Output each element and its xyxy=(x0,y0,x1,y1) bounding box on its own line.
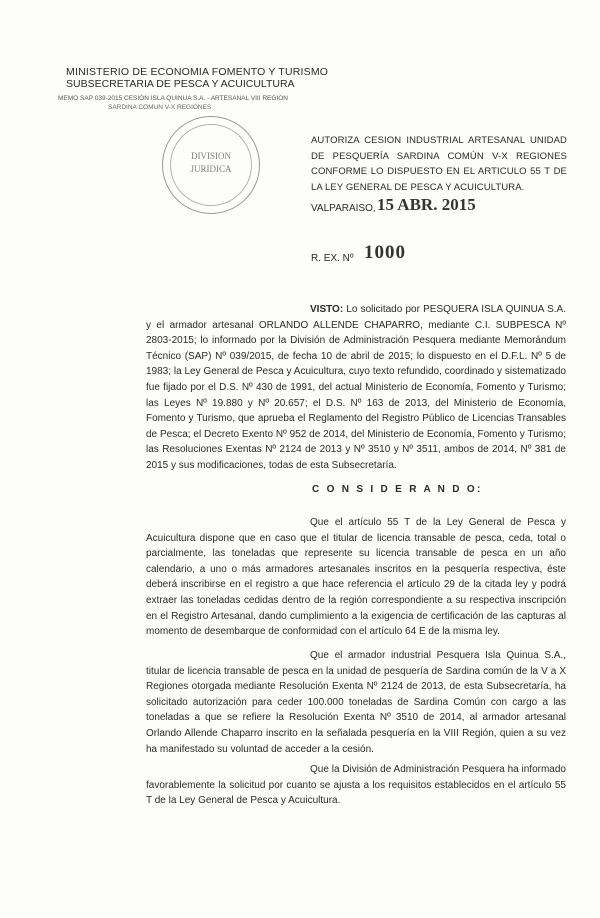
considerando-heading: C O N S I D E R A N D O: xyxy=(312,484,483,495)
division-juridica-stamp xyxy=(162,116,260,214)
considerando-paragraph-1: Que el artículo 55 T de la Ley General de Pesca y Acuicultura dispone que en caso que el titular de licencia transable de pesca, ceda, total o parcialmente, las toneladas que represente su licencia transable de pesca en un año calendario, a uno o más armadores artesanales inscritos en la pesquería respectiva, éste deberá inscribirse en el registro a que hace referencia el artículo 29 de la citada ley y podrá extraer las toneladas cedidas dentro de la región correspondiente a su respectiva inscripción en el Registro Artesanal, dando cumplimiento a la exigencia de certificación de las capturas al momento de desembarque de conformidad con el artículo 64 E de la misma ley. xyxy=(146,517,566,638)
considerando-paragraph-3: Que la División de Administración Pesquera ha informado favorablemente la solicitud por cuanto se ajusta a los requisitos establecidos en el artículo 55 T de la Ley General de Pesca y Acuicultura. xyxy=(146,764,566,807)
place-label: VALPARAISO, xyxy=(311,203,376,214)
memo-reference: MEMO SAP 039-2015 CESIÓN ISLA QUINUA S.A. - ARTESANAL VIII REGION xyxy=(58,95,288,102)
resolution-number-label: R. EX. Nº xyxy=(311,253,354,264)
resolution-date: 15 ABR. 2015 xyxy=(377,195,476,214)
memo-reference-line2: SARDINA COMUN V-X REGIONES xyxy=(108,104,212,111)
visto-label: VISTO: xyxy=(310,304,344,315)
considerando-paragraph-2: Que el armador industrial Pesquera Isla Quinua S.A., titular de licencia transable de pesca en la unidad de pesquería de Sardina común de la V a X Regiones otorgada mediante Resolución Exenta Nº 2124 de 2013, de esta Subsecretaría, ha solicitado autorización para ceder 100.000 toneladas de Sardina Común con cargo a las toneladas a que se refiere la Resolución Exenta Nº 3510 de 2014, al armador artesanal Orlando Allende Chaparro inscrito en la señalada pesquería en la VIII Región, quien a su vez ha manifestado su voluntad de acceder a la cesión. xyxy=(146,650,566,755)
stamp-line-2: JURIDICA xyxy=(190,164,232,174)
resolution-number: 1000 xyxy=(364,242,406,263)
subsecretaria-name: SUBSECRETARIA DE PESCA Y ACUICULTURA xyxy=(66,78,295,90)
visto-paragraph xyxy=(146,302,566,474)
letterhead xyxy=(58,66,338,111)
visto-text: Lo solicitado por PESQUERA ISLA QUINUA S.A. y el armador artesanal ORLANDO ALLENDE CHAPARRO, mediante C.I. SUBPESCA Nº 2803-2015; lo informado por la División de Administración Pesquera mediante Memorándum Técnico (SAP) Nº 039/2015, de fecha 10 de abril de 2015; lo dispuesto en el D.F.L. Nº 5 de 1983; la Ley General de Pesca y Acuicultura, cuyo texto refundido, coordinado y sistematizado fue fijado por el D.S. Nº 430 de 1991, del actual Ministerio de Economía, Fomento y Turismo; las Leyes Nº 19.880 y Nº 20.657; el D.S. Nº 163 de 2013, del Ministerio de Economía, Fomento y Turismo, que aprueba el Reglamento del Registro Público de Licencias Transables de Pesca; el Decreto Exento Nº 952 de 2014, del Ministerio de Economía, Fomento y Turismo; las Resoluciones Exentas Nº 2124 de 2013 y Nº 3510 y Nº 3511, ambos de 2014, Nº 381 de 2015 y sus modificaciones, todas de esta Subsecretaría. xyxy=(146,304,566,471)
ministry-name: MINISTERIO DE ECONOMIA FOMENTO Y TURISMO xyxy=(66,66,329,78)
stamp-line-1: DIVISION xyxy=(191,151,231,161)
resolution-subject: AUTORIZA CESION INDUSTRIAL ARTESANAL UNIDAD DE PESQUERÍA SARDINA COMÚN V-X REGIONES CONFORME LO DISPUESTO EN EL ARTICULO 55 T DE LA LEY GENERAL DE PESCA Y ACUICULTURA. xyxy=(311,135,567,193)
